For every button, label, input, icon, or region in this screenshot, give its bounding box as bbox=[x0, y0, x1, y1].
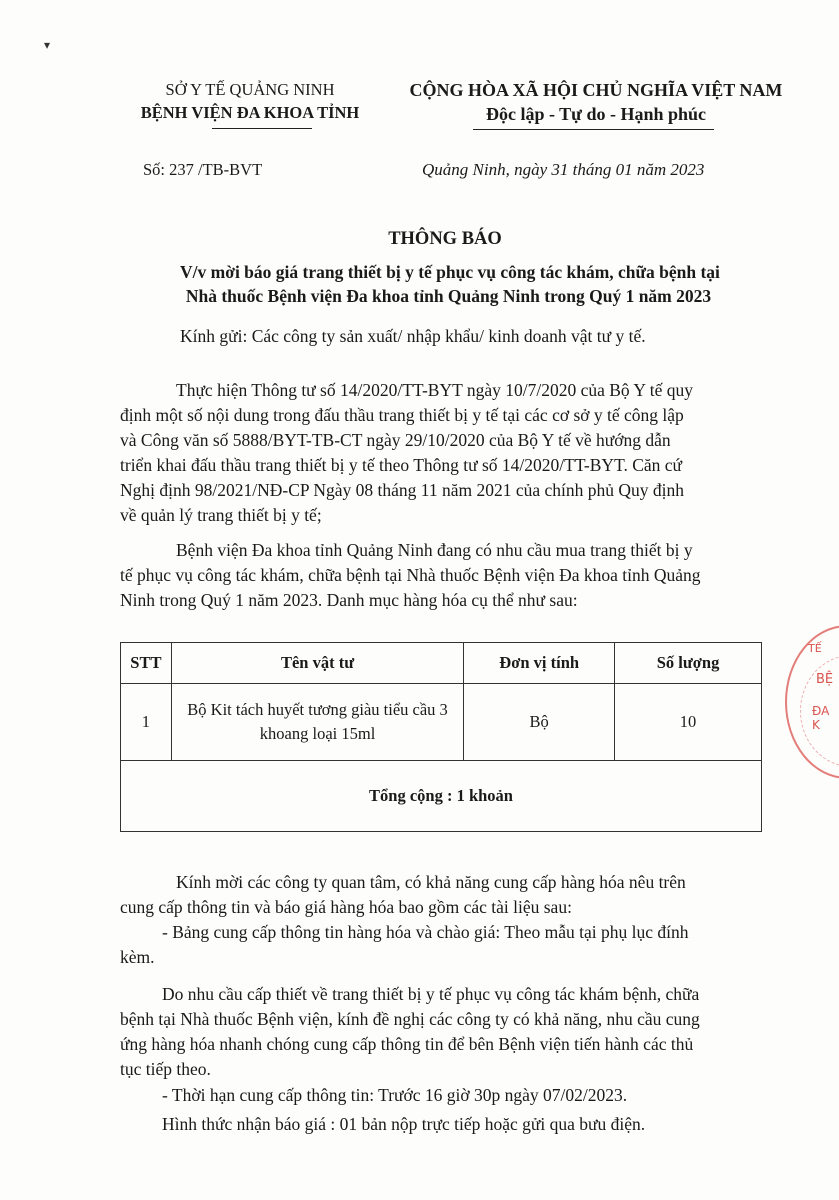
deadline: - Thời hạn cung cấp thông tin: Trước 16 giờ 30p ngày 07/02/2023. bbox=[162, 1085, 628, 1105]
para1-line3: và Công văn số 5888/BYT-TB-CT ngày 29/10/2020 của Bộ Y tế về hướng dẫn bbox=[120, 430, 671, 450]
header-qty: Số lượng bbox=[615, 643, 762, 684]
scan-mark: ▾ bbox=[44, 38, 51, 52]
table-header-row bbox=[121, 643, 762, 684]
nation-line1: CỘNG HÒA XÃ HỘI CHỦ NGHĨA VIỆT NAM bbox=[409, 80, 783, 100]
header-unit: Đơn vị tính bbox=[464, 643, 615, 684]
para3-line3: - Bảng cung cấp thông tin hàng hóa và chào giá: Theo mẫu tại phụ lục đính bbox=[162, 922, 689, 942]
para4-line2: bệnh tại Nhà thuốc Bệnh viện, kính đề nghị các công ty có khả năng, nhu cầu cung bbox=[120, 1009, 700, 1029]
items-table bbox=[120, 642, 762, 832]
cell-name-line1: Bộ Kit tách huyết tương giàu tiểu cầu 3 bbox=[187, 700, 448, 719]
cell-unit: Bộ bbox=[464, 684, 615, 761]
para2-line2: tế phục vụ công tác khám, chữa bệnh tại Nhà thuốc Bệnh viện Đa khoa tỉnh Quảng bbox=[120, 565, 701, 585]
para1-line5: Nghị định 98/2021/NĐ-CP Ngày 08 tháng 11 năm 2021 của chính phủ Quy định bbox=[120, 480, 684, 500]
cell-stt: 1 bbox=[121, 684, 172, 761]
header-stt: STT bbox=[121, 643, 172, 684]
header-name: Tên vật tư bbox=[171, 643, 464, 684]
stamp-text2: BỆ bbox=[816, 672, 834, 687]
greeting: Kính gửi: Các công ty sản xuất/ nhập khẩu/ kinh doanh vật tư y tế. bbox=[180, 326, 646, 346]
document-date: Quảng Ninh, ngày 31 tháng 01 năm 2023 bbox=[422, 160, 705, 179]
subject-line1: V/v mời báo giá trang thiết bị y tế phục vụ công tác khám, chữa bệnh tại bbox=[180, 262, 720, 282]
table-row bbox=[121, 684, 762, 761]
para3-line2: cung cấp thông tin và báo giá hàng hóa bao gồm các tài liệu sau: bbox=[120, 897, 572, 917]
para3-line4: kèm. bbox=[120, 947, 155, 967]
para2-line1: Bệnh viện Đa khoa tỉnh Quảng Ninh đang có nhu cầu mua trang thiết bị y bbox=[176, 540, 693, 560]
motto-underline bbox=[473, 129, 714, 130]
table-total-row bbox=[121, 761, 762, 832]
para4-line4: tục tiếp theo. bbox=[120, 1059, 211, 1079]
para1-line4: triển khai đấu thầu trang thiết bị y tế theo Thông tư số 14/2020/TT-BYT. Căn cứ bbox=[120, 455, 683, 475]
document-title: THÔNG BÁO bbox=[388, 229, 502, 249]
submission-method: Hình thức nhận báo giá : 01 bản nộp trực tiếp hoặc gửi qua bưu điện. bbox=[162, 1114, 646, 1134]
document-number: Số: 237 /TB-BVT bbox=[143, 160, 263, 179]
para1-line6: về quản lý trang thiết bị y tế; bbox=[120, 505, 322, 525]
cell-qty: 10 bbox=[615, 684, 762, 761]
para4-line3: ứng hàng hóa nhanh chóng cung cấp thông tin để bên Bệnh viện tiến hành các thủ bbox=[120, 1034, 694, 1054]
org-line1: SỞ Y TẾ QUẢNG NINH bbox=[165, 80, 335, 99]
cell-name-line2: khoang loại 15ml bbox=[259, 724, 376, 743]
para4-line1: Do nhu cầu cấp thiết về trang thiết bị y tế phục vụ công tác khám bệnh, chữa bbox=[162, 984, 700, 1004]
subject-line2: Nhà thuốc Bệnh viện Đa khoa tỉnh Quảng Ninh trong Quý 1 năm 2023 bbox=[185, 286, 712, 306]
nation-motto: Độc lập - Tự do - Hạnh phúc bbox=[485, 104, 707, 124]
para3-line1: Kính mời các công ty quan tâm, có khả năng cung cấp hàng hóa nêu trên bbox=[176, 872, 686, 892]
stamp-text1: TẾ bbox=[808, 642, 822, 655]
org-underline bbox=[212, 128, 312, 129]
stamp-text3: ĐA K bbox=[812, 704, 830, 732]
para1-line2: định một số nội dung trong đấu thầu trang thiết bị y tế tại các cơ sở y tế công lập bbox=[120, 405, 684, 425]
para2-line3: Ninh trong Quý 1 năm 2023. Danh mục hàng hóa cụ thể như sau: bbox=[120, 590, 578, 610]
cell-name bbox=[171, 684, 464, 761]
table-total: Tổng cộng : 1 khoản bbox=[121, 761, 762, 832]
para1-line1: Thực hiện Thông tư số 14/2020/TT-BYT ngày 10/7/2020 của Bộ Y tế quy bbox=[176, 380, 694, 400]
org-line2: BỆNH VIỆN ĐA KHOA TỈNH bbox=[140, 103, 360, 122]
